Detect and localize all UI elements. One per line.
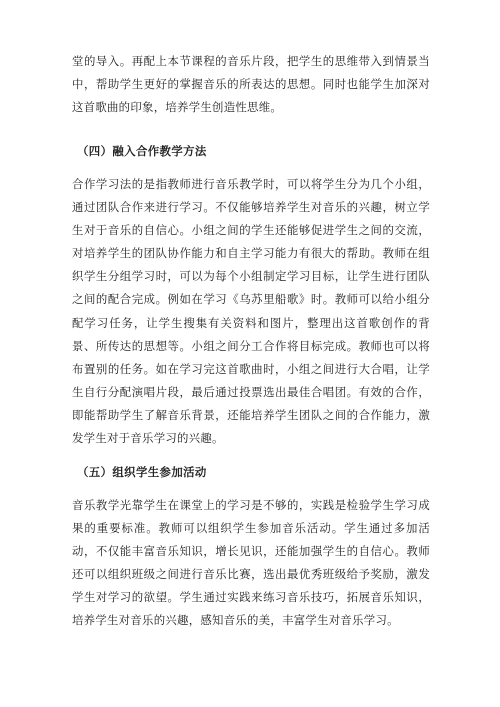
intro-paragraph: 堂的导入。再配上本节课程的音乐片段，把学生的思维带入到情景当中，帮助学生更好的掌握音乐的所表达的思想。同时也能学生加深对这首歌曲的印象，培养学生创造性思维。	[72, 54, 430, 115]
section-heading-4: （四）融入合作教学方法	[77, 144, 207, 158]
cooperative-paragraph-block	[72, 173, 430, 450]
activities-paragraph-block	[72, 494, 430, 633]
activities-paragraph: 音乐教学光靠学生在课堂上的学习是不够的，实践是检验学生学习成果的重要标准。教师可以组织学生参加音乐活动。学生通过多加活动，不仅能丰富音乐知识，增长见识，还能加强学生的自信心。教师还可以组织班级之间进行音乐比赛，选出最优秀班级给予奖励，激发学生对学习的欲望。学生通过实践来练习音乐技巧，拓展音乐知识，培养学生对音乐的兴趣，感知音乐的美，丰富学生对音乐学习。	[72, 498, 430, 628]
cooperative-learning-paragraph: 合作学习法的是指教师进行音乐教学时，可以将学生分为几个小组，通过团队合作来进行学习。不仅能够培养学生对音乐的兴趣，树立学生对于音乐的自信心。小组之间的学生还能够促进学生之间的交流，对培养学生的团队协作能力和自主学习能力有很大的帮助。教师在组织学生分组学习时，可以为每个小组制定学习目标，让学生进行团队之间的配合完成。例如在学习《乌苏里船歌》时。教师可以给小组分配学习任务，让学生搜集有关资料和图片，整理出这首歌创作的背景、所传达的思想等。小组之间分工合作将目标完成。教师也可以将布置别的任务。如在学习完这首歌曲时，小组之间进行大合唱，让学生自行分配演唱片段，最后通过投票选出最佳合唱团。有效的合作，即能帮助学生了解音乐背景，还能培养学生团队之间的合作能力，激发学生对于音乐学习的兴趣。	[72, 177, 430, 446]
section-heading-5: （五）组织学生参加活动	[77, 465, 207, 479]
intro-paragraph-block	[72, 50, 430, 119]
